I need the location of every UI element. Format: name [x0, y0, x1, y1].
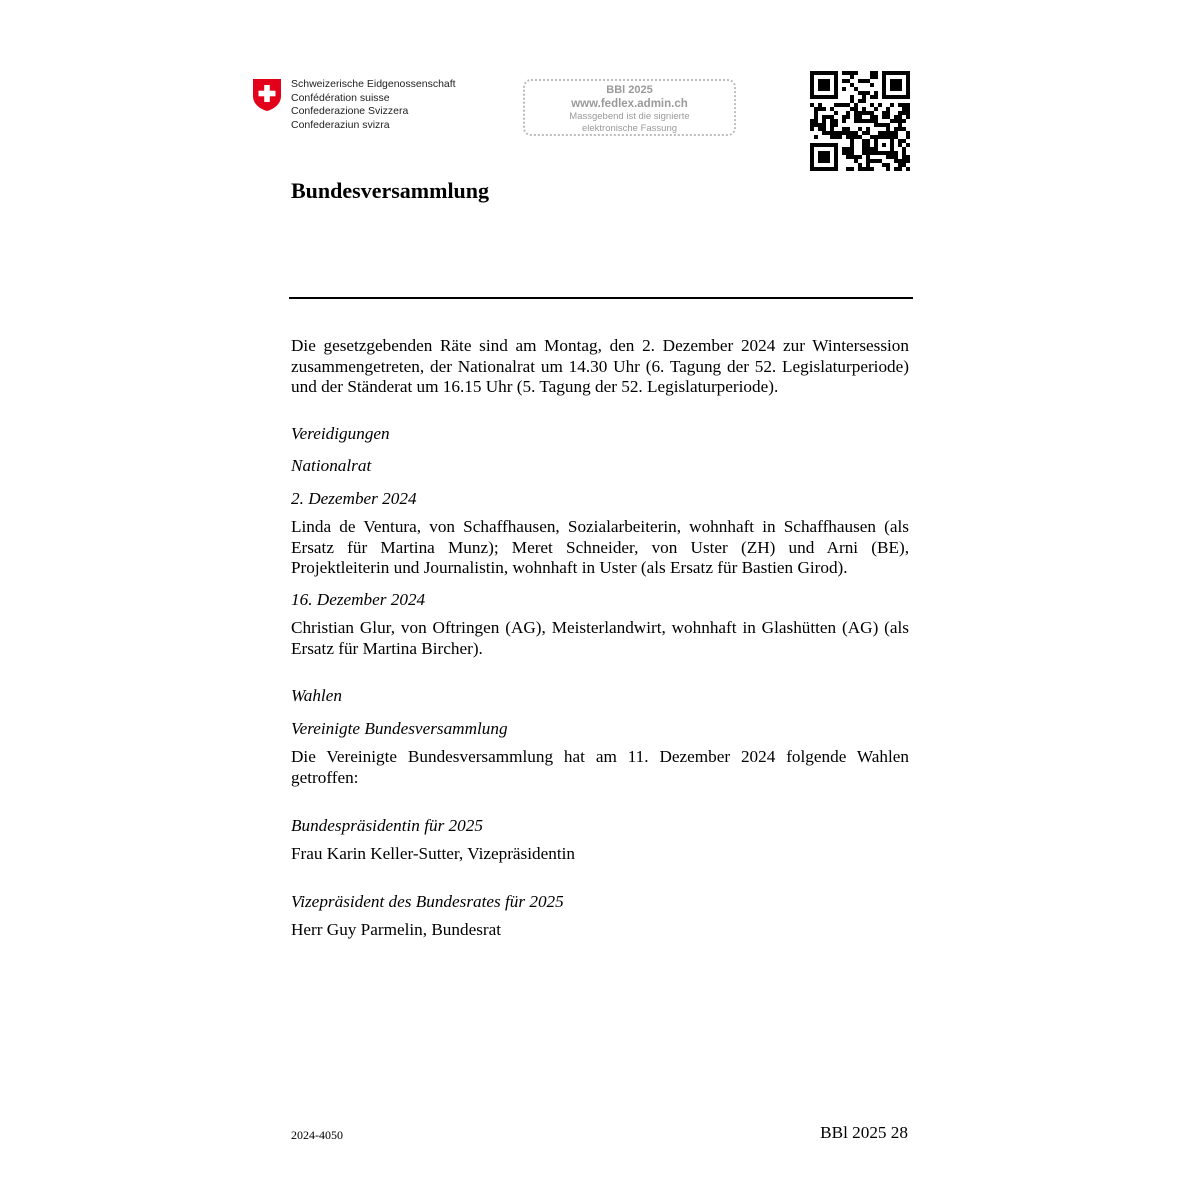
sub-heading-vereinigte-bundesversammlung: Vereinigte Bundesversammlung — [291, 719, 508, 738]
stamp-note-1: Massgebend ist die signierte — [569, 111, 690, 122]
confed-name-rm: Confederaziun svizra — [291, 118, 390, 131]
confederation-names — [291, 78, 456, 132]
office-heading-2: Vizepräsident des Bundesrates für 2025 — [291, 892, 564, 911]
page-title: Bundesversammlung — [291, 178, 490, 203]
swearing-in-paragraph-2: Christian Glur, von Oftringen (AG), Meisterlandwirt, wohnhaft in Glashütten (AG) (als Ersatz für Martina Bircher). — [291, 618, 909, 658]
office-heading-1: Bundespräsidentin für 2025 — [291, 816, 483, 835]
elected-person-2: Herr Guy Parmelin, Bundesrat — [291, 920, 502, 939]
confed-name-de: Schweizerische Eidgenossenschaft — [291, 78, 456, 90]
date-heading-2: 16. Dezember 2024 — [291, 590, 426, 609]
page-reference: BBl 2025 28 — [820, 1123, 908, 1142]
elected-person-1: Frau Karin Keller-Sutter, Vizepräsidentin — [291, 844, 575, 863]
confed-name-it: Confederazione Svizzera — [291, 105, 409, 117]
confed-name-fr: Confédération suisse — [291, 91, 390, 104]
stamp-url: www.fedlex.admin.ch — [571, 98, 688, 110]
stamp-reference: BBl 2025 — [606, 84, 653, 96]
intro-paragraph: Die gesetzgebenden Räte sind am Montag, den 2. Dezember 2024 zur Wintersession zusammengetreten, der Nationalrat um 14.30 Uhr (6. Tagung der 52. Legislaturperiode) und der Ständerat um 16.15 Uhr (5. Tagung der 52. Legislaturperiode). — [291, 336, 909, 396]
section-heading-wahlen: Wahlen — [291, 686, 342, 705]
confederation-logo — [252, 78, 492, 138]
title-divider — [289, 297, 913, 299]
sub-heading-nationalrat: Nationalrat — [291, 456, 372, 475]
section-heading-vereidigungen: Vereidigungen — [291, 424, 390, 443]
qr-code-icon — [810, 71, 910, 171]
date-heading-1: 2. Dezember 2024 — [291, 489, 417, 508]
swearing-in-paragraph-1: Linda de Ventura, von Schaffhausen, Sozialarbeiterin, wohnhaft in Schaffhausen (als Ersatz für Martina Munz); Meret Schneider, von Uster (ZH) und Arni (BE), Projektleiterin und Journalistin, wohnhaft in Uster (als Ersatz für Bastien Girod). — [291, 517, 909, 577]
stamp-note-2: elektronische Fassung — [581, 122, 678, 134]
swiss-shield-icon — [252, 78, 282, 112]
elections-paragraph: Die Vereinigte Bundesversammlung hat am 11. Dezember 2024 folgende Wahlen getroffen: — [291, 747, 909, 787]
document-number: 2024-4050 — [291, 1128, 343, 1142]
publication-stamp — [523, 79, 736, 136]
